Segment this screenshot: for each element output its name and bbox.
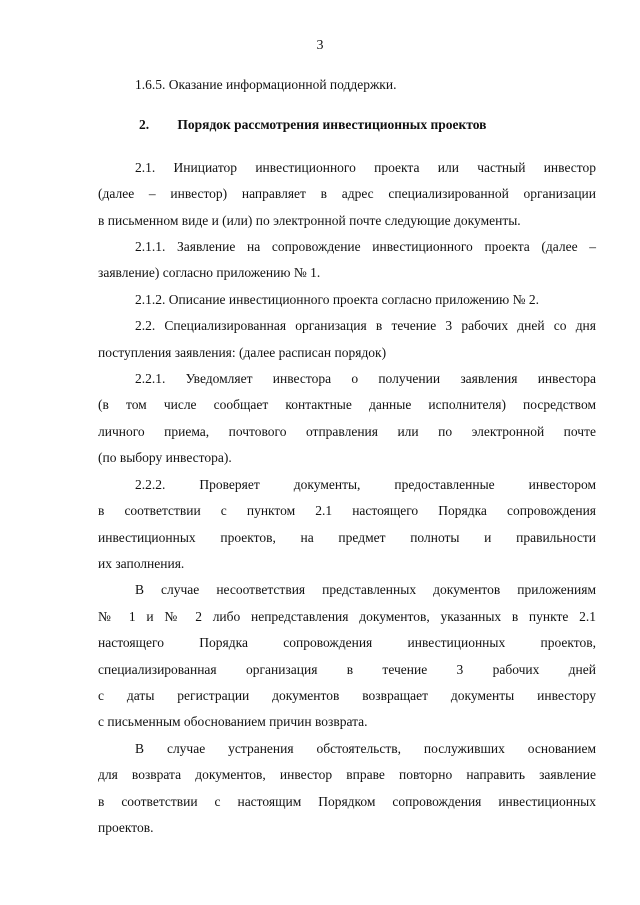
paragraph-line: инвестиционных проектов, на предмет полноты и правильности [98, 529, 596, 545]
document-body [98, 72, 596, 841]
paragraph-line: в соответствии с пунктом 2.1 настоящего Порядка сопровождения [98, 503, 596, 519]
paragraph-2-1-2 [98, 287, 596, 313]
paragraph-line: 2.2.1. Уведомляет инвестора о получении заявления инвестора [135, 371, 596, 387]
paragraph-line: 2.1.2. Описание инвестиционного проекта согласно приложению № 2. [135, 291, 539, 307]
paragraph-line: (в том числе сообщает контактные данные исполнителя) посредством [98, 397, 596, 413]
paragraph-2-1 [98, 155, 596, 234]
paragraph-line: в соответствии с настоящим Порядком сопровождения инвестиционных [98, 793, 596, 809]
paragraph-line: поступления заявления: (далее расписан порядок) [98, 344, 387, 360]
paragraph-line: их заполнения. [98, 555, 185, 571]
paragraph-2-2 [98, 313, 596, 366]
paragraph-line: 2.2. Специализированная организация в течение 3 рабочих дней со дня [135, 318, 596, 334]
paragraph-line: специализированная организация в течение 3 рабочих дней [98, 661, 596, 677]
paragraph-line: в письменном виде и (или) по электронной почте следующие документы. [98, 212, 521, 228]
paragraph-line: 2.1.1. Заявление на сопровождение инвестиционного проекта (далее – [135, 239, 596, 255]
paragraphs [98, 155, 596, 842]
paragraph-line: 2.2.2. Проверяет документы, предоставленные инвестором [135, 476, 596, 492]
paragraph-line: (по выбору инвестора). [98, 450, 232, 466]
paragraph-nonconformity [98, 577, 596, 735]
page-number: 3 [316, 38, 324, 53]
paragraph-2-2-2 [98, 472, 596, 578]
paragraph-line: В случае устранения обстоятельств, послуживших основанием [135, 740, 596, 756]
paragraph-2-2-1 [98, 366, 596, 472]
paragraph-line: заявление) согласно приложению № 1. [98, 265, 321, 281]
paragraph-2-1-1 [98, 234, 596, 287]
paragraph-line: проектов. [98, 819, 154, 835]
paragraph-line: В случае несоответствия представленных документов приложениям [135, 582, 596, 598]
paragraph-line: № 1 и № 2 либо непредставления документов, указанных в пункте 2.1 [98, 608, 596, 624]
paragraph-line: (далее – инвестор) направляет в адрес специализированной организации [98, 186, 596, 202]
section-heading [98, 112, 596, 138]
paragraph-line: 2.1. Инициатор инвестиционного проекта или частный инвестор [135, 159, 596, 175]
section-title: Порядок рассмотрения инвестиционных проектов [177, 117, 487, 133]
paragraph-line: с даты регистрации документов возвращает документы инвестору [98, 687, 596, 703]
paragraph-line: с письменным обоснованием причин возврата. [98, 714, 368, 730]
item-1-6-5: 1.6.5. Оказание информационной поддержки. [135, 77, 397, 92]
paragraph-elimination [98, 736, 596, 842]
section-number: 2. [139, 117, 150, 133]
paragraph-line: личного приема, почтового отправления или по электронной почте [98, 423, 596, 439]
paragraph-line: для возврата документов, инвестор вправе повторно направить заявление [98, 767, 596, 783]
paragraph-line: настоящего Порядка сопровождения инвестиционных проектов, [98, 635, 596, 651]
